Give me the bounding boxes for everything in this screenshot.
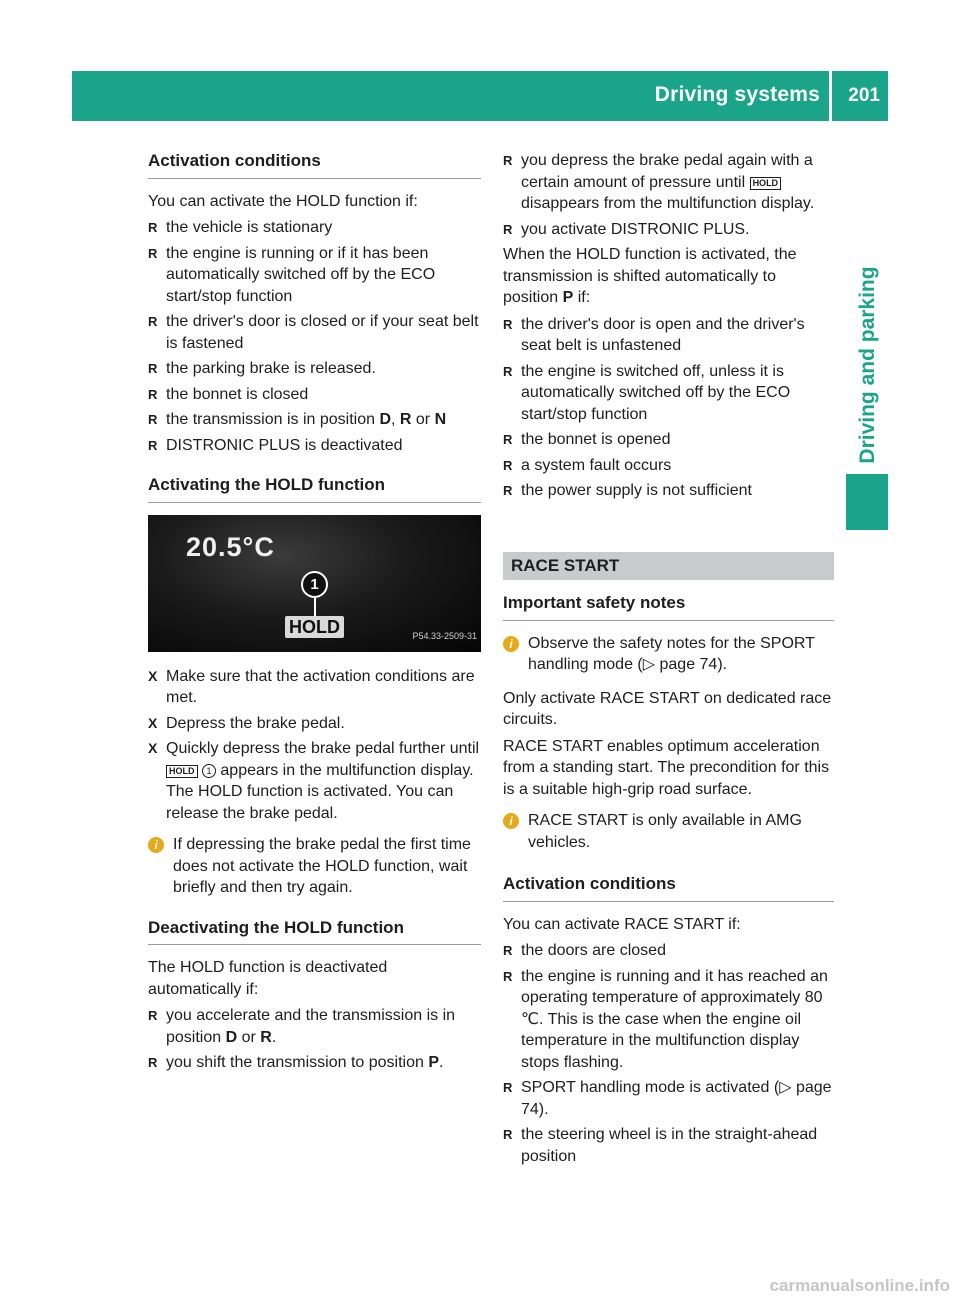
list-item: R you depress the brake pedal again with a certain amount of pressure until HOLD disappears from the multifunction display. bbox=[503, 150, 834, 215]
list-item: R you shift the transmission to position P. bbox=[148, 1052, 481, 1074]
info-icon: i bbox=[148, 837, 164, 853]
list-item: R you accelerate and the transmission is in position D or R. bbox=[148, 1005, 481, 1048]
hold-symbol-icon: HOLD bbox=[750, 177, 782, 190]
left-column bbox=[148, 150, 481, 1078]
header-separator bbox=[829, 71, 832, 121]
page-number: 201 bbox=[848, 85, 880, 106]
side-tab-label: Driving and parking bbox=[856, 266, 879, 464]
header-bar bbox=[72, 71, 888, 121]
list-item-transmission: R the transmission is in position D, R or N bbox=[148, 409, 481, 431]
activating-steps bbox=[148, 666, 481, 825]
heading-activation-conditions: Activation conditions bbox=[148, 150, 481, 179]
step-result: The HOLD function is activated. You can release the brake pedal. bbox=[166, 783, 454, 822]
info-note: i If depressing the brake pedal the first time does not activate the HOLD function, wait briefly and then try again. bbox=[148, 834, 481, 899]
callout-icon: 1 bbox=[202, 764, 216, 778]
park-intro: When the HOLD function is activated, the transmission is shifted automatically to position P if: bbox=[503, 246, 797, 306]
hold-badge: HOLD bbox=[285, 616, 344, 638]
list-item: R the steering wheel is in the straight-ahead position bbox=[503, 1124, 834, 1167]
info-note: i Observe the safety notes for the SPORT handling mode (▷ page 74). bbox=[503, 633, 834, 676]
list-item: R the vehicle is stationary bbox=[148, 217, 481, 239]
list-item: R the parking brake is released. bbox=[148, 358, 481, 380]
race-start-conditions-list bbox=[503, 940, 834, 1167]
deactivating-intro: The HOLD function is deactivated automatically if: bbox=[148, 959, 388, 998]
heading-race-start-activation: Activation conditions bbox=[503, 873, 834, 902]
list-item: R DISTRONIC PLUS is deactivated bbox=[148, 435, 481, 457]
info-icon: i bbox=[503, 636, 519, 652]
list-item: R the driver's door is closed or if your seat belt is fastened bbox=[148, 311, 481, 354]
side-tab-marker bbox=[846, 474, 888, 530]
list-item: R the engine is running or if it has been automatically switched off by the ECO start/stop function bbox=[148, 243, 481, 308]
race-start-intro: You can activate RACE START if: bbox=[503, 915, 741, 933]
paragraph: RACE START enables optimum acceleration from a standing start. The precondition for this is a suitable high-grip road surface. bbox=[503, 737, 830, 798]
list-item: R the driver's door is open and the driver's seat belt is unfastened bbox=[503, 314, 834, 357]
watermark: carmanualsonline.info bbox=[769, 1276, 950, 1295]
list-item: R you activate DISTRONIC PLUS. bbox=[503, 219, 834, 241]
activation-intro: You can activate the HOLD function if: bbox=[148, 192, 418, 210]
info-note: i RACE START is only available in AMG vehicles. bbox=[503, 810, 834, 853]
list-item: R the doors are closed bbox=[503, 940, 834, 962]
info-icon: i bbox=[503, 813, 519, 829]
header-title: Driving systems bbox=[654, 83, 820, 106]
list-item: R a system fault occurs bbox=[503, 455, 834, 477]
heading-activating-hold: Activating the HOLD function bbox=[148, 474, 481, 503]
display-temperature: 20.5°C bbox=[186, 531, 275, 562]
list-item: R SPORT handling mode is activated (▷ page 74). bbox=[503, 1077, 834, 1120]
park-conditions-list bbox=[503, 314, 834, 502]
step-item: X Quickly depress the brake pedal further until HOLD 1 appears in the multifunction display. The HOLD function is activated. You can release the brake pedal. bbox=[148, 738, 481, 824]
list-item: R the bonnet is opened bbox=[503, 429, 834, 451]
step-item: X Make sure that the activation conditions are met. bbox=[148, 666, 481, 709]
right-column bbox=[503, 150, 834, 1171]
deactivating-list bbox=[148, 1005, 481, 1074]
list-item: R the engine is running and it has reached an operating temperature of approximately 80 ℃. This is the case when the engine oil temperature in the multifunction display stops flashing. bbox=[503, 966, 834, 1074]
list-item: R the power supply is not sufficient bbox=[503, 480, 834, 502]
hold-deactivation-list-cont bbox=[503, 150, 834, 240]
hold-symbol-icon: HOLD bbox=[166, 765, 198, 778]
list-item: R the engine is switched off, unless it is automatically switched off by the ECO start/stop function bbox=[503, 361, 834, 426]
multifunction-display-image bbox=[148, 515, 481, 652]
image-reference: P54.33-2509-31 bbox=[412, 631, 477, 641]
callout-marker: 1 bbox=[301, 571, 328, 598]
callout-line bbox=[314, 598, 316, 616]
heading-deactivating-hold: Deactivating the HOLD function bbox=[148, 917, 481, 946]
section-race-start: RACE START bbox=[503, 552, 834, 581]
step-item: X Depress the brake pedal. bbox=[148, 713, 481, 735]
activation-conditions-list bbox=[148, 217, 481, 456]
paragraph: Only activate RACE START on dedicated race circuits. bbox=[503, 689, 832, 728]
list-item: R the bonnet is closed bbox=[148, 384, 481, 406]
heading-safety-notes: Important safety notes bbox=[503, 592, 834, 621]
